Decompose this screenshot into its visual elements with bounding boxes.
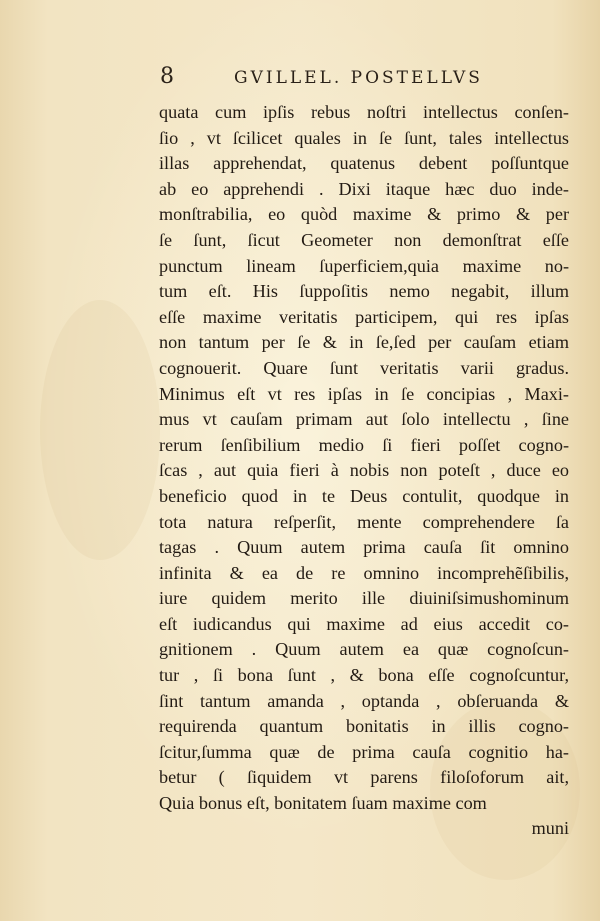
text-line: ſcitur,ſumma quæ de prima cauſa cognitio ha- [159,741,569,762]
text-line: ſint tantum amanda , optanda , obſeruanda & [159,690,569,711]
text-line: ſio , vt ſcilicet quales in ſe ſunt, tales intellectus [159,127,569,148]
text-line: gnitionem . Quum autem ea quæ cognoſcun- [159,639,569,660]
catchword: muni [531,818,569,838]
page-number: 8 [160,64,174,89]
text-line: tota natura reſperſit, mente comprehendere ſa [159,511,569,532]
text-line: non tantum per ſe & in ſe,ſed per cauſam etiam [159,332,569,353]
text-line: quata cum ipſis rebus noſtri intellectus conſen- [159,102,569,122]
text-line: cognouerit. Quare ſunt veritatis varii gradus. [159,357,569,378]
page-header [160,62,580,92]
text-line: tum eſt. His ſuppoſitis nemo negabit, illum [159,281,569,302]
text-line: ſe ſunt, ſicut Geometer non demonſtrat eſſe [159,229,569,250]
text-line: illas apprehendat, quatenus debent poſſuntque [159,153,569,174]
text-line: requirenda quantum bonitatis in illis cogno- [159,716,569,737]
text-line: tur , ſi bona ſunt , & bona eſſe cognoſcuntur, [159,665,569,686]
text-line: ſcas , aut quia fieri à nobis non poteſt , duce eo [159,460,569,481]
text-line: Quia bonus eſt, bonitatem ſuam maxime com [159,793,487,814]
text-line: monſtrabilia, eo quòd maxime & primo & per [159,204,569,225]
body-text [159,100,569,817]
text-line: rerum ſenſibilium medio ſi fieri poſſet cogno- [159,434,569,455]
text-line: eſt iudicandus qui maxime ad eius accedit co- [159,613,569,634]
text-line: eſſe maxime veritatis participem, qui res ipſas [159,306,569,327]
text-line: Minimus eſt vt res ipſas in ſe concipias , Maxi- [159,383,569,404]
paper-stain [40,300,160,560]
text-line: punctum lineam ſuperficiem,quia maxime no- [159,255,569,276]
text-line: tagas . Quum autem prima cauſa ſit omnino [159,537,569,558]
text-line: iure quidem merito ille diuiniſsimushominum [159,588,569,609]
text-line: infinita & ea de re omnino incomprehẽſibilis, [159,562,569,583]
text-line: ab eo apprehendi . Dixi itaque hæc duo inde- [159,178,569,199]
text-line: betur ( ſiquidem vt parens filoſoforum ait, [159,767,569,788]
running-title: GVILLEL. POSTELLVS [234,68,483,88]
text-line: beneficio quod in te Deus contulit, quodque in [159,485,569,506]
text-line: mus vt cauſam primam aut ſolo intellectu , ſine [159,409,569,430]
